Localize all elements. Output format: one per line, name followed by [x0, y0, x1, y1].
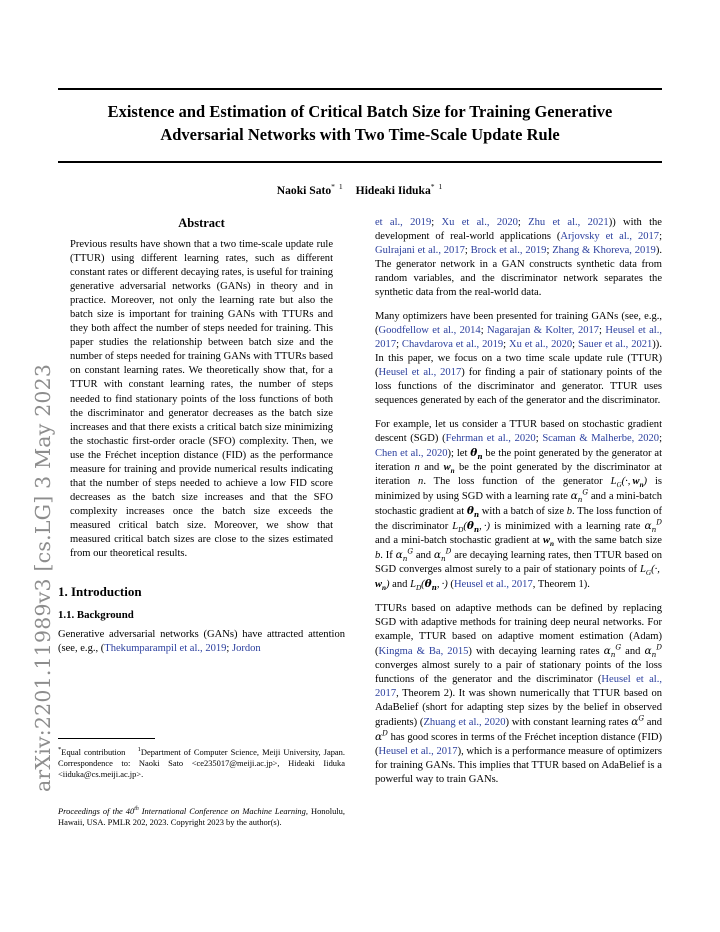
paragraph-text: and — [644, 717, 663, 729]
section-heading-introduction: 1. Introduction — [58, 584, 142, 600]
paragraph-text: and — [419, 461, 444, 473]
citation-link[interactable]: Nagarajan & Kolter, 2017 — [487, 324, 600, 336]
paragraph-text: and — [621, 645, 645, 657]
math-n: n — [414, 461, 420, 473]
paragraph-text: , Theorem 2). It was shown numerically that TTUR based on AdaBelief (short for adapting step sizes by the belief in observed gradients) ( — [375, 687, 662, 729]
citation-link[interactable]: Sauer et al., 2021 — [578, 338, 653, 350]
citation-link[interactable]: Thekumparampil et al., 2019 — [104, 643, 227, 655]
paragraph-text: )). In this paper, we focus on a two time scale update rule (TTUR) ( — [375, 338, 662, 378]
paragraph-text: and a mini-batch stochastic gradient at — [375, 490, 662, 517]
citation-link[interactable]: Heusel et al., 2017 — [378, 746, 458, 758]
paragraph-text: ); let — [447, 447, 471, 459]
math-theta-n: $\theta_n$ — [466, 504, 480, 519]
citation-link[interactable]: Arjovsky et al., 2017 — [560, 231, 660, 243]
header-rule-top — [58, 88, 662, 90]
paragraph-text: with a batch of size — [479, 505, 567, 517]
proceedings-notice — [58, 806, 345, 828]
citation-link[interactable]: Kingma & Ba, 2015 — [378, 645, 469, 657]
citation-link[interactable]: Heusel et al., 2017 — [375, 324, 662, 350]
citation-link[interactable]: Jordon — [232, 643, 261, 655]
math-loss-discriminator: $L_D(\theta_n$, ·) — [410, 578, 448, 593]
math-alpha-n-G: $\alpha_n^G$ — [603, 642, 622, 659]
paragraph-text: Many optimizers have been presented for training GANs (see, e.g., ( — [375, 310, 662, 336]
proceedings-conference: International Conference on Machine Learning — [138, 806, 306, 816]
paragraph-text: ) with constant learning rates — [505, 717, 632, 729]
citation-link[interactable]: Chavdarova et al., 2019 — [401, 338, 504, 350]
paragraph-text: converges almost surely to a pair of stationary points of the loss functions of the generator and the discriminator ( — [375, 659, 662, 685]
citation-link[interactable]: Gulrajani et al., 2017 — [375, 245, 465, 257]
footnote-mark-star: * — [58, 746, 62, 753]
author-list — [58, 182, 662, 197]
page-title: Existence and Estimation of Critical Batch Size for Training Generative Adversarial Networks with Two Time-Scale Update Rule — [107, 102, 613, 144]
paragraph-text: TTURs based on adaptive methods can be defined by replacing SGD with adaptive methods for training deep neural networks. For example, TTUR based on adaptive moment estimation (Adam) ( — [375, 602, 662, 657]
proceedings-lead: Proceedings of the 40 — [58, 806, 135, 816]
footnote-mark-one: 1 — [137, 746, 141, 753]
subsection-heading-background: 1.1. Background — [58, 609, 134, 622]
citation-link[interactable]: Chen et al., 2020 — [375, 447, 448, 459]
paragraph-text: be the point generated by the generator at iteration — [375, 447, 662, 473]
right-column — [375, 216, 662, 787]
paragraph-text: are decaying learning rates, then TTUR based on SGD converges almost surely to a pair of stationary points of — [375, 550, 662, 576]
math-w-n: $w_n$ — [443, 461, 455, 475]
math-alpha-G: $\alpha^G$ — [631, 713, 645, 729]
abstract-text: Previous results have shown that a two time-scale update rule (TTUR) using different learning rates, such as different constant rates or different decaying rates, is useful for training generative adversarial networks (GANs) in theory and in practice. Moreover, not only the learning rate but also the batch size is important for training GANs with TTURs and they both affect the number of steps needed for training. This paper studies the relationship between batch size and the number of steps needed for training GANs with TTURs based on constant learning rates. We theoretically show that, for a TTUR with constant learning rates, the number of steps needed to find stationary points of the loss functions of both the discriminator and generator decreases as the batch size increases and that there exists a critical batch size minimizing the stochastic first-order oracle (SFO) complexity. Then, we use the Fréchet inception distance (FID) as the performance measure for training and provide numerical results indicating that the number of steps needed to achieve a low FID score decreases as the batch size increases and that the SFO complexity increases once the batch size exceeds the measured critical batch size. Moreover, we show that measured critical batch sizes are close to the sizes estimated from our theoretical results. — [70, 239, 333, 560]
citation-link[interactable]: Brock et al., 2019 — [470, 245, 547, 257]
paragraph-text: . The loss function of the generator — [423, 475, 611, 487]
paragraph-text: and — [389, 579, 411, 591]
paragraph-text: . The loss function of the discriminator — [375, 505, 663, 532]
paragraph-text: , Theorem 1). — [532, 579, 590, 591]
footnote-area — [58, 738, 345, 780]
paragraph-sgd-ttur: For example, let us consider a TTUR based on stochastic gradient descent (SGD) (Fehrman et al., 2020; Scaman & Malherbe, 2020; Chen et al., 2020); let $\theta_n$ be the point generated by the generator at iteration n and $w_n$ be the point generated by the discriminator at iteration n. The loss function of the generator $L_G(\cdot$, $w_n$) is minimized by using SGD with a learning rate $\alpha_n^G$ and a mini-batch stochastic gradient at $\theta_n$ with a batch of size b. The loss function of the discriminator $L_D(\theta_n$, ·) is minimized with a learning rate $\alpha_n^D$ and a mini-batch stochastic gradient at $w_n$ with the same batch size b. If $\alpha_n^G$ and $\alpha_n^D$ are decaying learning rates, then TTUR based on SGD converges almost surely to a pair of stationary points of $L_G(\cdot$, $w_n$) and $L_D(\theta_n$, ·) (Heusel et al., 2017, Theorem 1). — [375, 418, 663, 593]
footnote-affiliation-text: Department of Computer Science, Meiji University, Japan. Correspondence to: Naoki Sato <ce235017@meiji.ac.jp>, Hideaki Iiduka <iiduka@cs.meiji.ac.jp>. — [58, 746, 346, 780]
paper-page — [58, 0, 662, 932]
math-alpha-n-G: $\alpha_n^G$ — [395, 546, 414, 564]
math-alpha-n-D: $\alpha_n^D$ — [433, 546, 452, 564]
paragraph-text: has good scores in terms of the Fréchet inception distance (FID) ( — [375, 732, 662, 758]
paragraph-text: is minimized with a learning rate — [490, 520, 645, 532]
citation-link[interactable]: et al., 2019 — [375, 217, 432, 228]
citation-link[interactable]: Fehrman et al., 2020 — [445, 432, 536, 444]
footnote-affiliation — [58, 744, 345, 780]
arxiv-stamp: arXiv:2201.11989v3 [cs.LG] 3 May 2023 — [31, 363, 55, 792]
math-alpha-D: $\alpha^D$ — [375, 728, 388, 744]
paragraph-text: with the same batch size — [553, 534, 662, 546]
left-column — [58, 216, 345, 656]
citation-link[interactable]: Xu et al., 2020 — [509, 338, 573, 350]
citation-separator: ; — [226, 643, 232, 655]
paragraph-text: and a mini-batch stochastic gradient at — [375, 534, 543, 546]
author-marks: * 1 — [430, 182, 444, 191]
paragraph-text: ), which is a performance measure of optimizers for training GANs. This implies that TTUR based on AdaBelief is a powerful way to train GANs. — [375, 746, 662, 786]
paragraph-applications: et al., 2019; Xu et al., 2020; Zhu et al., 2021)) with the development of real-world applications (Arjovsky et al., 2017; Gulrajani et al., 2017; Brock et al., 2019; Zhang & Khoreva, 2019). The generator network in a GAN constructs synthetic data from random variables, and the discriminator network separates the synthetic data from the real-world data. — [375, 217, 662, 299]
math-loss-generator: $L_G(\cdot$, $w_n$) — [610, 475, 648, 489]
math-alpha-n-D: $\alpha_n^D$ — [644, 642, 662, 659]
paragraph-adaptive-ttur — [375, 602, 662, 788]
citation-link[interactable]: Heusel et al., 2017 — [378, 366, 462, 378]
math-b: b — [566, 505, 573, 517]
citation-link[interactable]: Zhu et al., 2021 — [528, 217, 609, 228]
citation-link[interactable]: Zhang & Khoreva, 2019 — [552, 245, 656, 257]
title-block — [80, 100, 640, 146]
paragraph-optimizers: Many optimizers have been presented for training GANs (see, e.g., (Goodfellow et al., 2014; Nagarajan & Kolter, 2017; Heusel et al., 2017; Chavdarova et al., 2019; Xu et al., 2020; Sauer et al., 2021)). In this paper, we focus on a two time scale update rule (TTUR) (Heusel et al., 2017) for finding a pair of stationary points of the loss functions of the discriminator and generator. TTUR uses sequences generated by each of the generator and the discriminator. — [375, 310, 662, 407]
author-marks: * 1 — [331, 182, 344, 191]
math-w-n: $w_n$ — [542, 534, 554, 549]
paragraph-text: be the point generated by the discriminator at iteration — [375, 461, 662, 487]
footnote-equal-contribution: Equal contribution — [61, 746, 126, 757]
paragraph-text: )) with the development of real-world applications ( — [375, 217, 662, 243]
paragraph-text: . If — [380, 550, 396, 562]
author-entry — [277, 184, 344, 197]
math-b: b — [375, 550, 381, 562]
citation-link[interactable]: Heusel et al., 2017 — [453, 579, 533, 591]
math-alpha-n-D: $\alpha_n^D$ — [644, 517, 662, 535]
citation-link[interactable]: Xu et al., 2020 — [441, 217, 518, 228]
citation-link[interactable]: Zhuang et al., 2020 — [423, 717, 506, 729]
author-entry — [356, 184, 444, 197]
author-name: Hideaki Iiduka — [355, 183, 431, 197]
math-loss-generator: $L_G(\cdot$, $w_n$) — [375, 564, 662, 593]
proceedings-ordinal-suffix: th — [134, 806, 139, 813]
math-loss-discriminator: $L_D(\theta_n$, ·) — [452, 519, 490, 535]
math-alpha-n-G: $\alpha_n^G$ — [570, 487, 589, 504]
math-n: n — [418, 475, 424, 487]
paragraph-text: ( — [447, 579, 454, 591]
author-name: Naoki Sato — [276, 183, 332, 197]
paragraph-text: ) with decaying learning rates — [468, 645, 604, 657]
paragraph-text: and — [413, 550, 434, 562]
intro-paragraph — [58, 628, 345, 656]
citation-link[interactable]: Goodfellow et al., 2014 — [378, 324, 481, 336]
intro-text-lead: Generative adversarial networks (GANs) have attracted attention (see, e.g., ( — [58, 629, 345, 655]
citation-link[interactable]: Heusel et al., 2017 — [375, 673, 663, 699]
math-theta-n: $\theta_n$ — [470, 446, 483, 461]
header-rule-bottom — [58, 161, 662, 163]
proceedings-venue: , Honolulu, Hawaii, USA. PMLR 202, 2023. Copyright 2023 by the author(s). — [58, 806, 345, 828]
abstract-heading: Abstract — [178, 216, 225, 230]
paragraph-text: For example, let us consider a TTUR based on stochastic gradient descent (SGD) ( — [375, 418, 662, 444]
paragraph-text: ) for finding a pair of stationary points of the loss functions of the discriminator and generator. TTUR uses sequences generated by each of the generator and the discriminator. — [375, 366, 662, 407]
paragraph-text: is minimized by using SGD with a learning rate — [375, 475, 663, 502]
footnote-separator-rule — [58, 738, 155, 739]
citation-link[interactable]: Scaman & Malherbe, 2020 — [542, 432, 660, 444]
paragraph-text: ). The generator network in a GAN constructs synthetic data from random variables, and the discriminator network separates the synthetic data from the real-world data. — [375, 245, 662, 299]
